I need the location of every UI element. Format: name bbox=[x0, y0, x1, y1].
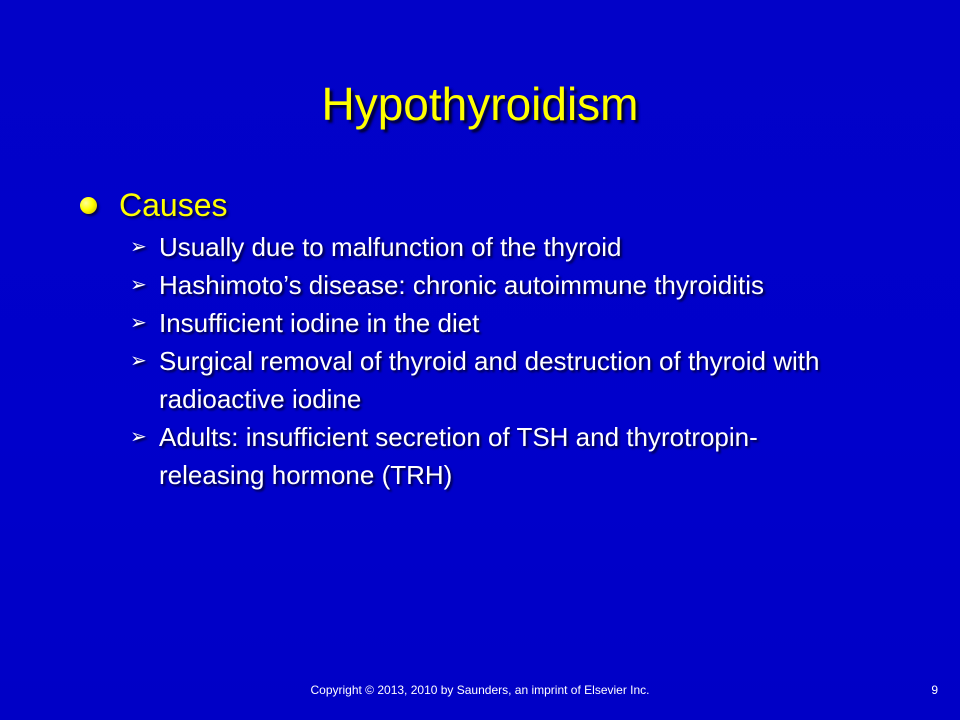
arrow-bullet-icon: ➢ bbox=[130, 236, 147, 258]
slide-title: Hypothyroidism bbox=[321, 78, 639, 130]
list-item-text: Insufficient iodine in the diet bbox=[159, 308, 480, 338]
list-item-text: Usually due to malfunction of the thyroid bbox=[159, 232, 622, 262]
list-item bbox=[130, 304, 850, 342]
heading-bullet-row bbox=[80, 185, 228, 225]
arrow-bullet-icon: ➢ bbox=[130, 350, 147, 372]
list-item bbox=[130, 418, 850, 494]
list-item-text: Surgical removal of thyroid and destruction of thyroid with radioactive iodine bbox=[159, 346, 820, 414]
arrow-bullet-icon: ➢ bbox=[130, 426, 147, 448]
list-item bbox=[130, 228, 850, 266]
page-number: 9 bbox=[931, 683, 938, 697]
yellow-dot-bullet-icon bbox=[80, 197, 97, 214]
list-item-text: Hashimoto’s disease: chronic autoimmune thyroiditis bbox=[159, 270, 765, 300]
list-item bbox=[130, 342, 850, 418]
arrow-bullet-icon: ➢ bbox=[130, 312, 147, 334]
causes-list bbox=[130, 228, 850, 494]
list-item bbox=[130, 266, 850, 304]
list-item-text: Adults: insufficient secretion of TSH and thyrotropin-releasing hormone (TRH) bbox=[159, 422, 758, 490]
arrow-bullet-icon: ➢ bbox=[130, 274, 147, 296]
copyright-footer: Copyright © 2013, 2010 by Saunders, an imprint of Elsevier Inc. bbox=[310, 683, 650, 697]
causes-heading: Causes bbox=[119, 186, 228, 223]
